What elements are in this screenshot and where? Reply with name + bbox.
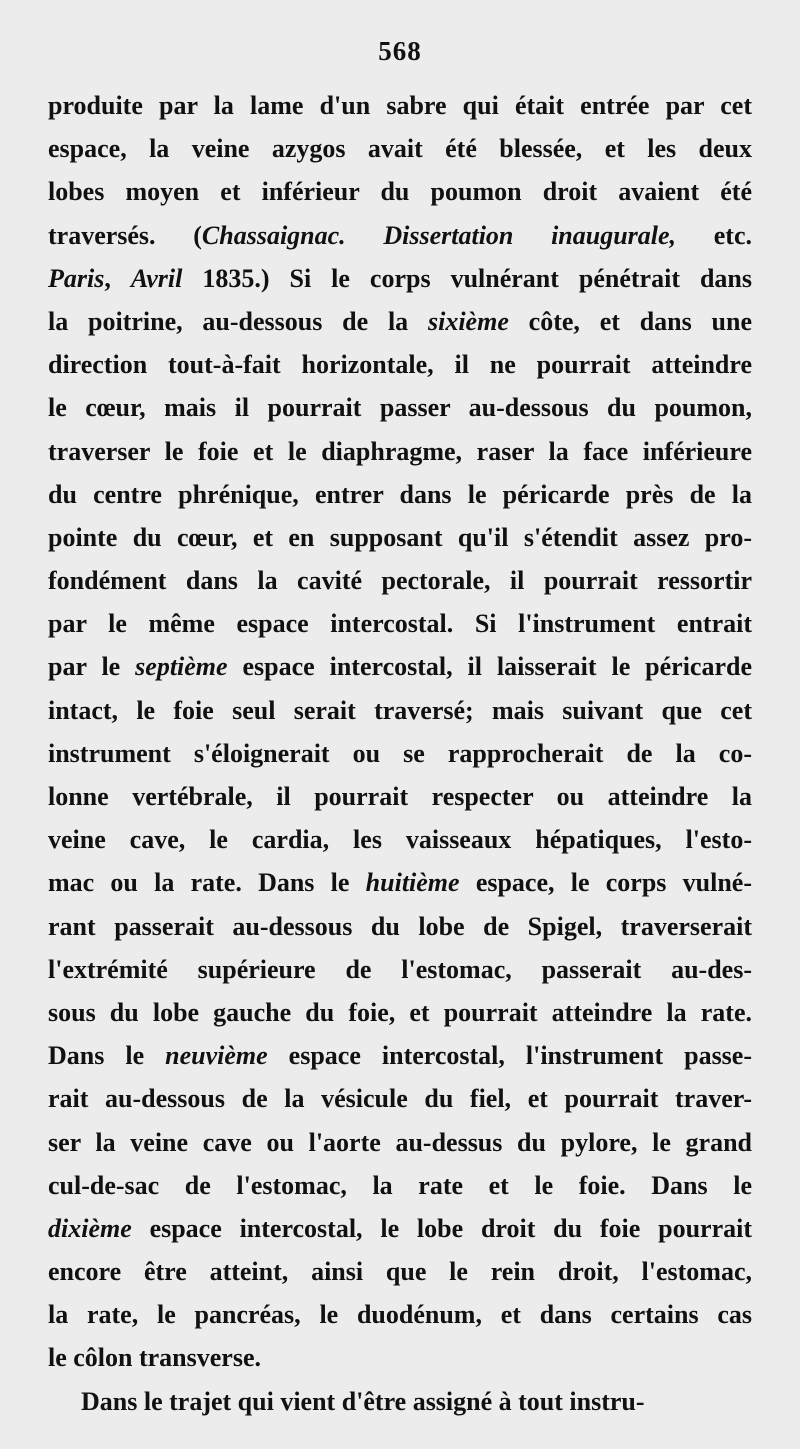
text-line: rant passerait au-dessous du lobe de Spigel, traverserait [48, 911, 752, 941]
text-line [48, 257, 752, 300]
text-line: le côlon transverse. [48, 1343, 262, 1373]
text-segment: côte, et dans une [508, 306, 752, 336]
text-segment: Dans le [48, 1041, 166, 1071]
italic-text: dixième [48, 1213, 132, 1243]
text-line: l'extrémité supérieure de l'estomac, passerait au-des- [48, 954, 752, 984]
text-line: espace, la veine azygos avait été blessée, et les deux [48, 134, 752, 164]
text-segment: espace intercostal, il laisserait le péricarde [227, 652, 753, 682]
text-line [48, 214, 752, 257]
text-line: produite par la lame d'un sabre qui était entrée par cet [48, 91, 752, 120]
text-line: Dans le trajet qui vient d'être assigné à tout instru- [81, 1386, 645, 1416]
body-text [48, 84, 752, 1423]
text-line [48, 861, 752, 904]
text-segment: etc. [676, 220, 752, 250]
text-line: rait au-dessous de la vésicule du fiel, et pourrait traver- [48, 1084, 752, 1114]
italic-text: Paris [48, 263, 105, 293]
text-line: ser la veine cave ou l'aorte au-dessus du pylore, le grand [48, 1127, 752, 1157]
text-line [48, 300, 752, 343]
text-line [48, 1207, 752, 1250]
text-line: fondément dans la cavité pectorale, il pourrait ressortir [48, 566, 752, 596]
text-segment: traversés. ( [48, 220, 202, 250]
text-segment: mac ou la rate. Dans le [48, 868, 366, 898]
text-line: direction tout-à-fait horizontale, il ne pourrait atteindre [48, 350, 752, 380]
italic-text: Avril [130, 263, 183, 293]
text-segment: la poitrine, au-dessous de la [48, 306, 428, 336]
italic-text: Chassaignac. Dissertation inaugurale, [201, 220, 677, 250]
text-segment: espace intercostal, le lobe droit du foie pourrait [131, 1213, 752, 1243]
text-line: lonne vertébrale, il pourrait respecter ou atteindre la [48, 782, 752, 811]
text-line: lobes moyen et inférieur du poumon droit avaient été [48, 177, 752, 207]
text-line: encore être atteint, ainsi que le rein droit, l'estomac, [48, 1257, 752, 1287]
text-line: sous du lobe gauche du foie, et pourrait atteindre la rate. [48, 997, 752, 1027]
text-line: pointe du cœur, et en supposant qu'il s'étendit assez pro- [48, 522, 752, 552]
text-line: traverser le foie et le diaphragme, raser la face inférieure [48, 436, 752, 466]
italic-text: sixième [427, 306, 509, 336]
text-segment: , [104, 263, 131, 293]
italic-text: neuvième [165, 1041, 268, 1071]
italic-text: huitième [365, 868, 460, 898]
text-segment: par le [48, 652, 136, 682]
italic-text: septième [135, 652, 228, 682]
text-line: par le même espace intercostal. Si l'instrument entrait [48, 609, 752, 639]
text-segment: 1835.) Si le corps vulnérant pénétrait dans [182, 263, 753, 293]
text-line [48, 1034, 752, 1077]
text-line: la rate, le pancréas, le duodénum, et dans certains cas [48, 1300, 752, 1330]
text-line: le cœur, mais il pourrait passer au-dessous du poumon, [48, 393, 752, 423]
text-line: veine cave, le cardia, les vaisseaux hépatiques, l'esto- [48, 825, 752, 855]
text-line: instrument s'éloignerait ou se rapprocherait de la co- [48, 738, 752, 768]
text-line: intact, le foie seul serait traversé; mais suivant que cet [48, 695, 752, 725]
text-line: du centre phrénique, entrer dans le péricarde près de la [48, 479, 752, 509]
text-segment: espace intercostal, l'instrument passe- [267, 1041, 753, 1071]
text-line [48, 645, 752, 688]
page-number: 568 [378, 36, 422, 66]
text-segment: espace, le corps vulné- [459, 868, 752, 898]
text-line: cul-de-sac de l'estomac, la rate et le foie. Dans le [48, 1170, 752, 1200]
